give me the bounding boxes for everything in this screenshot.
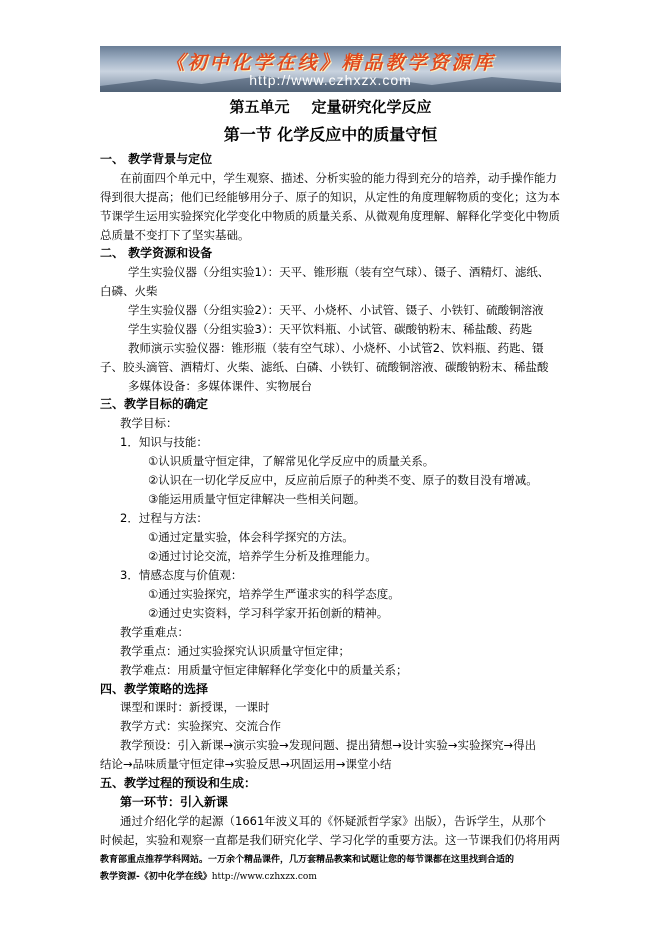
subheading-intro: 第一环节：引入新课: [120, 795, 229, 809]
paragraph-line: ③能运用质量守恒定律解决一些相关问题。: [148, 492, 366, 506]
heading-background: 一、 教学背景与定位: [100, 152, 213, 166]
paragraph-line: 白磷、火柴: [100, 284, 158, 298]
paragraph-line: 教学预设：引入新课→演示实验→发现问题、提出猜想→设计实验→实验探究→得出: [120, 738, 537, 752]
paragraph-line: 教学方式：实验探究、交流合作: [120, 719, 281, 733]
heading-objectives: 三、教学目标的确定: [100, 397, 209, 411]
paragraph-line: ②认识在一切化学反应中，反应前后原子的种类不变、原子的数目没有增减。: [148, 473, 538, 487]
heading-resources: 二、 教学资源和设备: [100, 246, 213, 260]
paragraph-line: 学生实验仪器（分组实验1）：天平、锥形瓶（装有空气球）、镊子、酒精灯、滤纸、: [128, 265, 550, 279]
unit-subtitle: 定量研究化学反应: [311, 98, 432, 116]
heading-strategy: 四、教学策略的选择: [100, 682, 209, 696]
paragraph-line: 1．知识与技能：: [120, 435, 208, 449]
banner-title: 《初中化学在线》精品教学资源库: [165, 52, 496, 74]
paragraph-line: 节课学生运用实验探究化学变化中物质的质量关系、从微观角度理解、解释化学变化中物质: [100, 209, 560, 223]
footer-link[interactable]: http://www.czhxzx.com: [211, 872, 317, 882]
paragraph-line: 3．情感态度与价值观：: [120, 568, 243, 582]
unit-number: 第五单元: [229, 98, 290, 116]
banner-url[interactable]: http://www.czhxzx.com: [249, 72, 412, 88]
footer-line: 教育部重点推荐学科网站。一万余个精品课件，几万套精品教案和试题让您的每节课都在这里找到合适的: [100, 855, 515, 865]
paragraph-line: 时候起，实验和观察一直都是我们研究化学、学习化学的重要方法。这一节课我们仍将用两: [100, 833, 560, 847]
paragraph-line: 得到很大提高；他们已经能够用分子、原子的知识，从定性的角度理解物质的变化；这为本: [100, 190, 560, 204]
paragraph-line: 2．过程与方法：: [120, 511, 208, 525]
paragraph-line: 教学难点：用质量守恒定律解释化学变化中的质量关系；: [120, 663, 408, 677]
footer-site-name: 教学资源-《初中化学在线》: [100, 872, 212, 882]
header-banner: [100, 46, 561, 92]
paragraph-line: ②通过讨论交流，培养学生分析及推理能力。: [148, 549, 377, 563]
paragraph-line: ①通过定量实验，体会科学探究的方法。: [148, 530, 354, 544]
section-title: 第一节 化学反应中的质量守恒: [223, 125, 438, 144]
paragraph-line: ②通过史实资料，学习科学家开拓创新的精神。: [148, 606, 389, 620]
heading-process: 五、教学过程的预设和生成：: [100, 776, 257, 790]
paragraph-line: 教师演示实验仪器：锥形瓶（装有空气球）、小烧杯、小试管2、饮料瓶、药匙、镊: [128, 341, 544, 355]
unit-title: [0, 96, 661, 117]
paragraph-line: 通过介绍化学的起源（1661年波义耳的《怀疑派哲学家》出版），告诉学生，从那个: [120, 814, 547, 828]
paragraph-line: 学生实验仪器（分组实验2）：天平、小烧杯、小试管、镊子、小铁钉、硫酸铜溶液: [128, 303, 544, 317]
paragraph-line: 教学重点：通过实验探究认识质量守恒定律；: [120, 644, 350, 658]
paragraph-line: 多媒体设备：多媒体课件、实物展台: [128, 379, 312, 393]
paragraph-line: ①认识质量守恒定律，了解常见化学反应中的质量关系。: [148, 454, 435, 468]
paragraph-line: 在前面四个单元中，学生观察、描述、分析实验的能力得到充分的培养，动手操作能力: [120, 171, 557, 185]
paragraph-line: 教学目标：: [120, 416, 178, 430]
paragraph-line: 教学重难点：: [120, 625, 189, 639]
paragraph-line: 总质量不变打下了坚实基础。: [100, 228, 250, 242]
paragraph-line: 结论→品味质量守恒定律→实验反思→巩固运用→课堂小结: [100, 757, 392, 771]
paragraph-line: ①通过实验探究，培养学生严谨求实的科学态度。: [148, 587, 400, 601]
footer-line: [100, 871, 317, 883]
paragraph-line: 子、胶头滴管、酒精灯、火柴、滤纸、白磷、小铁钉、硫酸铜溶液、碳酸钠粉末、稀盐酸: [100, 360, 549, 374]
paragraph-line: 课型和课时：新授课，一课时: [120, 700, 270, 714]
paragraph-line: 学生实验仪器（分组实验3）：天平饮料瓶、小试管、碳酸钠粉末、稀盐酸、药匙: [128, 322, 533, 336]
